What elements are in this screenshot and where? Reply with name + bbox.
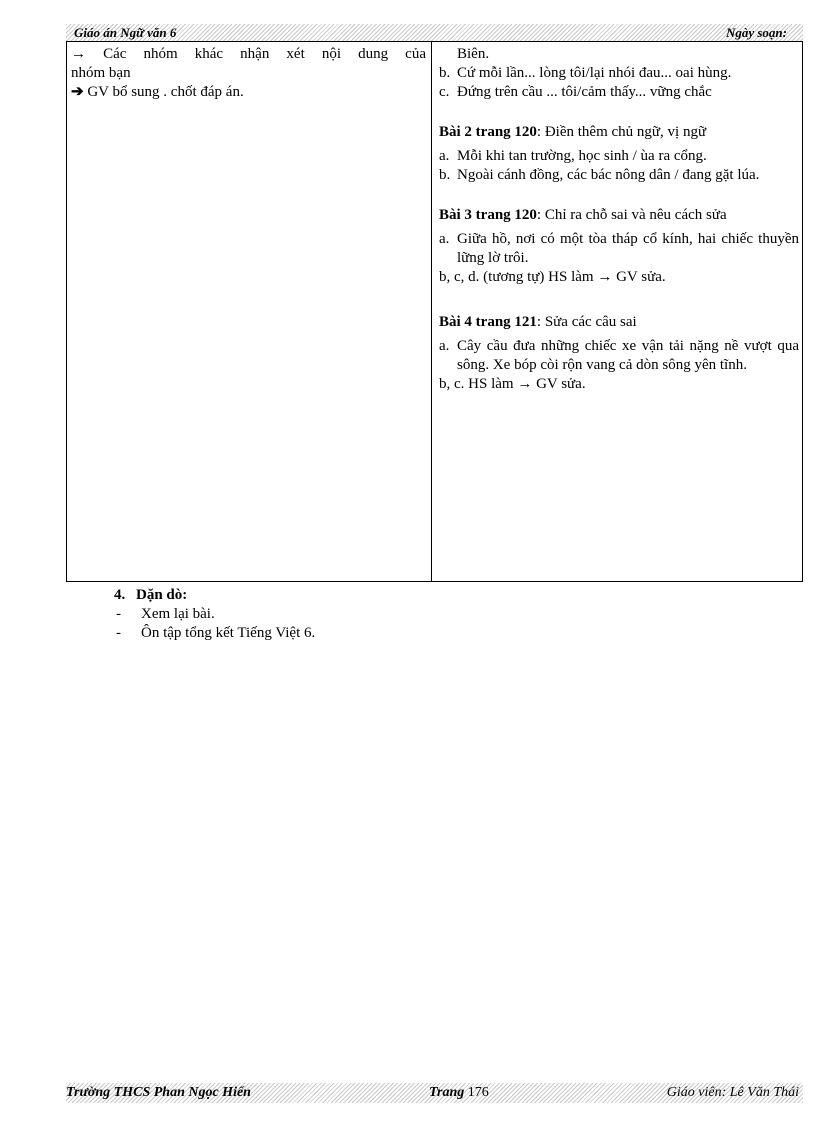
list-item: a. Giữa hồ, nơi có một tòa tháp cổ kính, hai chiếc thuyền lững lờ trôi. bbox=[439, 231, 799, 266]
list-item: a. Cây cầu đưa những chiếc xe vận tải nặng nề vượt qua sông. Xe bóp còi rộn vang cả dòn sông yên tĩnh. bbox=[439, 338, 799, 373]
footer-school: Trường THCS Phan Ngọc Hiển bbox=[66, 1085, 251, 1100]
continued-line: Biên. bbox=[457, 46, 490, 62]
list-item: a. Mỗi khi tan trường, học sinh / ùa ra cổng. bbox=[439, 148, 707, 164]
header-date-label: Ngày soạn: bbox=[725, 25, 787, 40]
list-item: b. Cứ mỗi lần... lòng tôi/lại nhói đau... oai hùng. bbox=[439, 65, 732, 81]
footer-teacher: Giáo viên: Lê Văn Thái bbox=[666, 1085, 799, 1100]
lesson-table bbox=[66, 42, 803, 582]
header-subject: Giáo án Ngữ văn 6 bbox=[74, 25, 177, 40]
page-footer bbox=[66, 1083, 803, 1103]
list-item: b, c. HS làm → GV sửa. bbox=[439, 376, 586, 392]
left-line-3: ➔ GV bổ sung . chốt đáp án. bbox=[71, 84, 244, 100]
exercise-3-heading: Bài 3 trang 120: Chỉ ra chỗ sai và nêu cách sửa bbox=[439, 207, 727, 223]
arrow-icon: ➔ bbox=[71, 84, 84, 100]
homework-item: - Xem lại bài. bbox=[116, 606, 215, 622]
column-divider bbox=[431, 42, 432, 581]
content-column bbox=[439, 45, 799, 394]
teacher-activity-column bbox=[71, 45, 426, 102]
left-line-1: → Các nhóm khác nhận xét nội dung của bbox=[71, 46, 426, 62]
homework-heading: 4. Dặn dò: bbox=[114, 587, 188, 603]
page-header bbox=[66, 24, 803, 42]
homework-item: - Ôn tập tổng kết Tiếng Việt 6. bbox=[116, 625, 316, 641]
list-item: c. Đứng trên cầu ... tôi/cảm thấy... vững chắc bbox=[439, 84, 712, 100]
left-line-2: nhóm bạn bbox=[71, 65, 131, 81]
exercise-4-heading: Bài 4 trang 121: Sửa các câu sai bbox=[439, 314, 637, 330]
footer-page: Trang 176 bbox=[429, 1085, 489, 1100]
homework-section bbox=[116, 586, 315, 643]
list-item: b, c, d. (tương tự) HS làm → GV sửa. bbox=[439, 269, 666, 285]
exercise-2-heading: Bài 2 trang 120: Điền thêm chủ ngữ, vị ngữ bbox=[439, 124, 707, 140]
list-item: b. Ngoài cánh đồng, các bác nông dân / đang gặt lúa. bbox=[439, 167, 760, 183]
